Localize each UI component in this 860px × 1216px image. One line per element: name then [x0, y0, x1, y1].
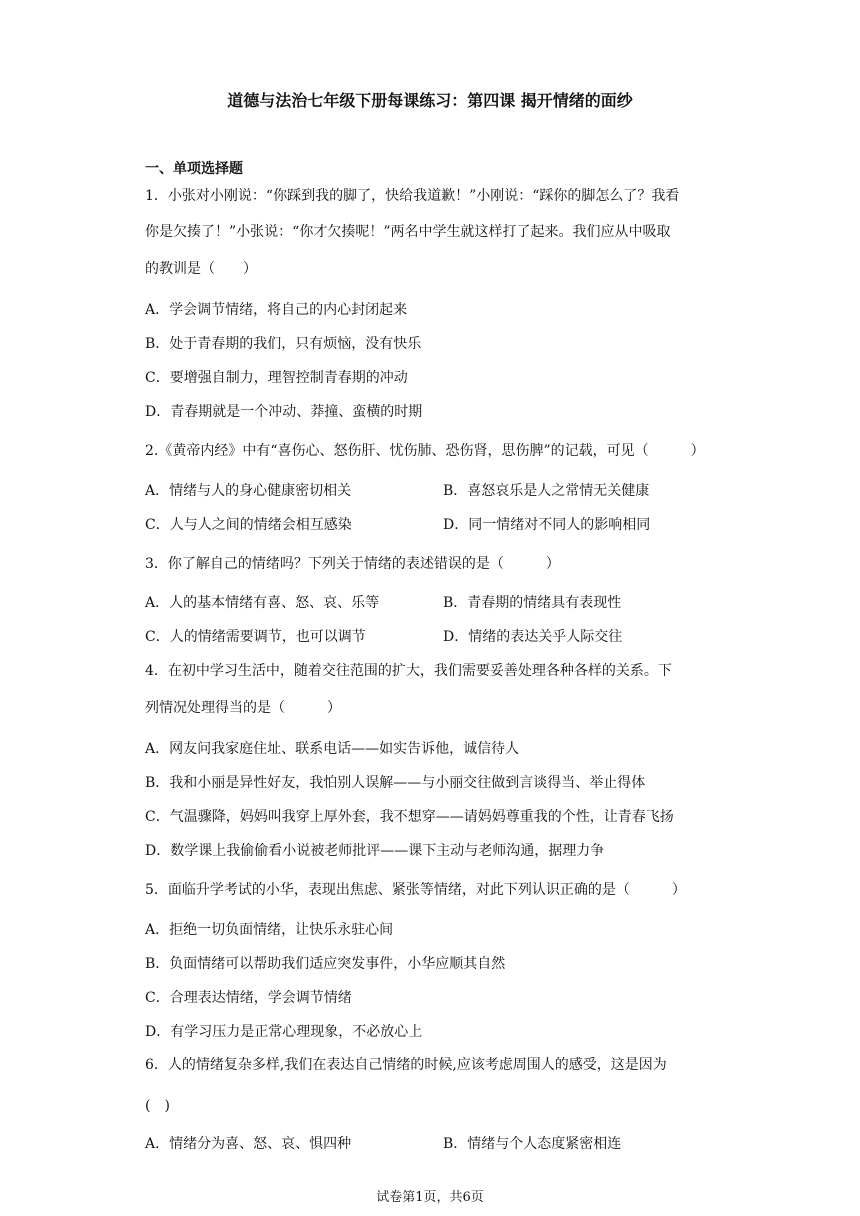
question-1-option-a[interactable]: A．学会调节情绪，将自己的内心封闭起来 [145, 302, 408, 318]
question-4-option-a[interactable]: A．网友问我家庭住址、联系电话——如实告诉他，诚信待人 [145, 741, 520, 757]
question-3-line: 3．你了解自己的情绪吗？下列关于情绪的表述错误的是（ ） [145, 556, 560, 572]
question-1-line: 的教训是（ ） [145, 261, 257, 277]
question-6-line: 6．人的情绪复杂多样,我们在表达自己情绪的时候,应该考虑周围人的感受，这是因为 [145, 1057, 667, 1073]
question-5-option-b[interactable]: B．负面情绪可以帮助我们适应突发事件，小华应顺其自然 [145, 956, 506, 972]
question-1-line: 你是欠揍了！”小张说：“你才欠揍呢！”两名中学生就这样打了起来。我们应从中吸取 [145, 224, 671, 240]
question-1-option-b[interactable]: B．处于青春期的我们，只有烦恼，没有快乐 [145, 336, 422, 352]
question-5-option-d[interactable]: D．有学习压力是正常心理现象，不必放心上 [145, 1024, 423, 1040]
question-3-option-b[interactable]: B．青春期的情绪具有表现性 [443, 595, 622, 611]
question-4-line: 列情况处理得当的是（ ） [145, 700, 341, 716]
question-1-line: 1．小张对小刚说：“你踩到我的脚了，快给我道歉！”小刚说：“踩你的脚怎么了？我看 [145, 188, 680, 204]
question-1-option-d[interactable]: D．青春期就是一个冲动、莽撞、蛮横的时期 [145, 404, 423, 420]
question-5-line: 5．面临升学考试的小华，表现出焦虑、紧张等情绪，对此下列认识正确的是（ ） [145, 882, 686, 898]
question-5-option-c[interactable]: C．合理表达情绪，学会调节情绪 [145, 990, 352, 1006]
question-2-option-a[interactable]: A．情绪与人的身心健康密切相关 [145, 483, 352, 499]
question-3-option-a[interactable]: A．人的基本情绪有喜、怒、哀、乐等 [145, 595, 380, 611]
question-4-option-d[interactable]: D．数学课上我偷偷看小说被老师批评——课下主动与老师沟通，据理力争 [145, 843, 605, 859]
question-4-line: 4．在初中学习生活中，随着交往范围的扩大，我们需要妥善处理各种各样的关系。下 [145, 663, 672, 679]
question-2-option-b[interactable]: B．喜怒哀乐是人之常情无关健康 [443, 483, 650, 499]
question-6-line: ( ) [145, 1098, 170, 1114]
question-1-option-c[interactable]: C．要增强自制力，理智控制青春期的冲动 [145, 370, 408, 386]
question-6-option-a[interactable]: A．情绪分为喜、怒、哀、惧四种 [145, 1136, 352, 1152]
page-title: 道德与法治七年级下册每课练习：第四课 揭开情绪的面纱 [227, 91, 633, 110]
question-2-line: 2.《黄帝内经》中有“喜伤心、怒伤肝、忧伤肺、恐伤肾，思伤脾”的记载，可见（ ） [145, 443, 705, 459]
question-2-option-c[interactable]: C．人与人之间的情绪会相互感染 [145, 517, 352, 533]
question-4-option-c[interactable]: C．气温骤降，妈妈叫我穿上厚外套，我不想穿——请妈妈尊重我的个性，让青春飞扬 [145, 809, 674, 825]
question-4-option-b[interactable]: B．我和小丽是异性好友，我怕别人误解——与小丽交往做到言谈得当、举止得体 [145, 775, 646, 791]
question-6-option-b[interactable]: B．情绪与个人态度紧密相连 [443, 1136, 622, 1152]
question-3-option-d[interactable]: D．情绪的表达关乎人际交往 [443, 629, 623, 645]
question-5-option-a[interactable]: A．拒绝一切负面情绪，让快乐永驻心间 [145, 922, 394, 938]
question-2-option-d[interactable]: D．同一情绪对不同人的影响相同 [443, 517, 651, 533]
section-heading: 一、单项选择题 [145, 161, 243, 177]
page-footer: 试卷第1页，共6页 [376, 1190, 484, 1205]
question-3-option-c[interactable]: C．人的情绪需要调节，也可以调节 [145, 629, 366, 645]
